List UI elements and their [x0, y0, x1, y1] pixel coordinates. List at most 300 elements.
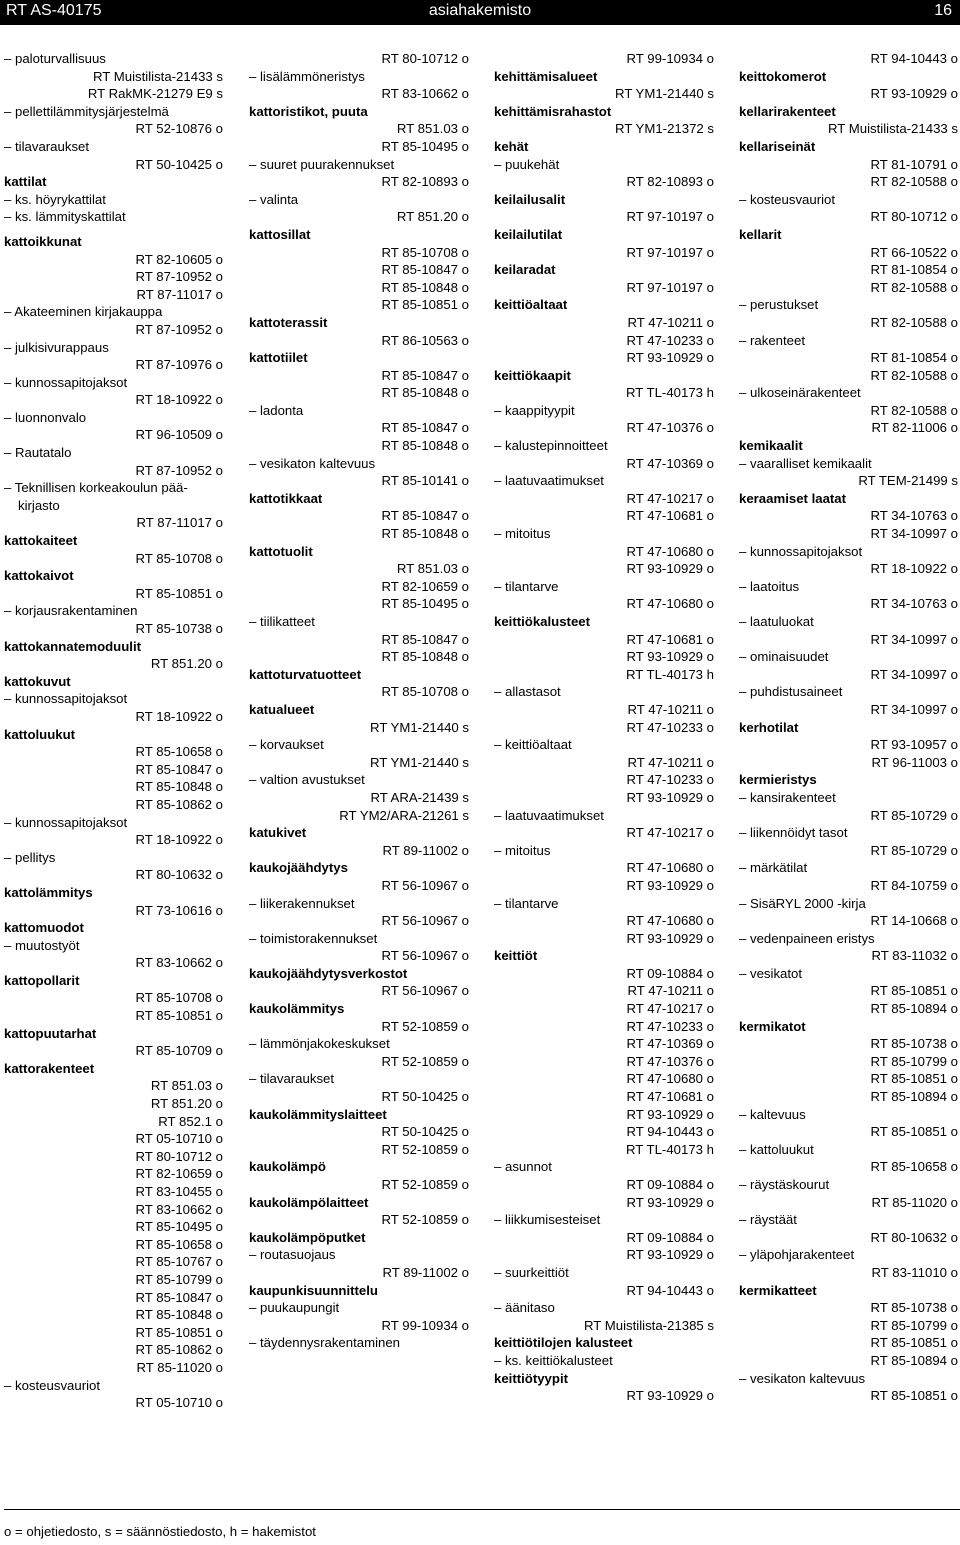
file-reference: RT 93-10929 o [870, 86, 958, 102]
index-subentry: – räystäät [739, 1212, 797, 1228]
file-reference: RT Muistilista-21385 s [584, 1317, 714, 1333]
index-heading: keittiöt [494, 948, 538, 964]
index-heading: keittiötyypit [494, 1370, 569, 1386]
index-heading: kattopollarit [4, 972, 80, 988]
index-subentry: – korjausrakentaminen [4, 603, 138, 619]
index-subentry: – räystäskourut [739, 1177, 830, 1192]
file-reference: RT 851.03 o [150, 1078, 223, 1094]
index-heading: kellariseinät [739, 138, 816, 154]
index-heading: kehittämisalueet [494, 68, 598, 84]
file-reference: RT 83-10662 o [135, 955, 223, 971]
index-subentry: – kalustepinnoitteet [494, 438, 608, 454]
file-reference: RT TL-40173 h [626, 385, 714, 401]
index-subentry: – tilantarve [494, 578, 559, 594]
file-reference: RT 50-10425 o [135, 156, 223, 172]
index-heading: kattotuolit [249, 543, 313, 559]
file-reference: RT 93-10929 o [626, 1194, 714, 1210]
file-reference: RT 56-10967 o [381, 877, 469, 893]
index-heading: kattoterassit [249, 314, 328, 330]
file-reference: RT 83-10662 o [381, 86, 469, 102]
index-subentry: – kosteusvauriot [4, 1377, 101, 1393]
index-subentry: – vesikatot [739, 965, 803, 981]
index-subentry: – ominaisuudet [739, 649, 829, 665]
file-reference: RT 50-10425 o [381, 1124, 469, 1140]
index-column-1 [4, 50, 223, 1412]
index-subentry: – kaappityypit [494, 402, 575, 418]
index-subentry: – asunnot [494, 1159, 552, 1175]
file-reference: RT 82-10893 o [381, 174, 469, 190]
index-heading: kaukolämpö [249, 1159, 326, 1175]
file-reference: RT 85-10851 o [870, 1335, 958, 1351]
file-reference: RT 85-10851 o [870, 1124, 958, 1140]
file-reference: RT 09-10884 o [626, 1177, 714, 1192]
legend-footnote: o = ohjetiedosto, s = säännöstiedosto, h = hakemistot [4, 1524, 316, 1539]
file-reference: RT 84-10759 o [870, 877, 958, 893]
file-reference: RT 82-10588 o [870, 402, 958, 418]
file-reference: RT 50-10425 o [381, 1089, 469, 1105]
file-reference: RT 83-10662 o [135, 1201, 223, 1217]
file-reference: RT 85-10847 o [135, 1289, 223, 1305]
index-subentry: – luonnonvalo [4, 409, 87, 425]
index-heading: kaukolämpölaitteet [249, 1194, 369, 1210]
file-reference: RT 87-10952 o [135, 321, 223, 337]
file-reference: RT 34-10997 o [870, 701, 958, 717]
index-subentry: – laatoitus [739, 578, 800, 594]
index-heading: keittiötilojen kalusteet [494, 1335, 633, 1351]
file-reference: RT 93-10929 o [626, 1106, 714, 1122]
index-heading: kattopuutarhat [4, 1025, 97, 1041]
index-heading: kattoluukut [4, 726, 76, 742]
page-number: 16 [934, 2, 952, 19]
file-reference: RT 09-10884 o [626, 1229, 714, 1245]
index-subentry: – laatuvaatimukset [494, 473, 604, 489]
index-subentry: – perustukset [739, 297, 819, 313]
file-reference: RT 85-10862 o [135, 1342, 223, 1358]
file-reference: RT 85-10767 o [135, 1254, 223, 1270]
file-reference: RT 47-10217 o [626, 1001, 714, 1017]
index-subentry: – Rautatalo [4, 445, 72, 461]
index-subentry: – kosteusvauriot [739, 191, 836, 207]
file-reference: RT 09-10884 o [626, 965, 714, 981]
index-subentry: – kunnossapitojaksot [4, 691, 128, 707]
page-header [0, 0, 960, 25]
index-subentry: – muutostyöt [4, 937, 80, 953]
file-reference: RT 82-10588 o [870, 279, 958, 295]
file-reference: RT 85-10848 o [135, 1307, 223, 1323]
index-subentry: – liikennöidyt tasot [739, 825, 848, 841]
file-reference: RT 85-10495 o [135, 1219, 223, 1235]
index-subentry: – puhdistusaineet [739, 684, 843, 700]
index-subentry: – kansirakenteet [739, 789, 836, 805]
file-reference: RT 47-10217 o [626, 490, 714, 506]
index-heading: kattokaivot [4, 568, 74, 584]
file-reference: RT 52-10859 o [381, 1177, 469, 1192]
file-reference: RT 85-10709 o [135, 1043, 223, 1059]
file-reference: RT 85-10738 o [870, 1300, 958, 1316]
index-subentry: – pellitys [4, 849, 56, 865]
file-reference: RT 47-10681 o [626, 631, 714, 647]
file-reference: RT 34-10997 o [870, 526, 958, 542]
index-heading: kermikatot [739, 1018, 806, 1034]
file-reference: RT 85-10851 o [135, 1008, 223, 1024]
file-reference: RT 34-10763 o [870, 596, 958, 612]
file-reference: RT 93-10957 o [870, 737, 958, 753]
file-reference: RT 47-10681 o [626, 1089, 714, 1105]
file-reference: RT 85-11020 o [136, 1359, 223, 1375]
file-reference: RT 85-10658 o [135, 744, 223, 760]
index-heading: keilailutilat [494, 226, 563, 242]
file-reference: RT 852.1 o [158, 1113, 223, 1129]
file-reference: RT TL-40173 h [626, 1141, 714, 1157]
file-reference: RT 05-10710 o [135, 1395, 223, 1411]
file-reference: RT 18-10922 o [135, 708, 223, 724]
file-reference: RT 34-10997 o [870, 666, 958, 682]
file-reference: RT 56-10967 o [381, 913, 469, 929]
index-heading: kattoikkunat [4, 233, 82, 249]
index-subentry: – äänitaso [494, 1300, 555, 1316]
index-subentry: – puukaupungit [249, 1300, 340, 1316]
file-reference: RT 66-10522 o [870, 244, 958, 260]
file-reference: RT 85-10848 o [381, 438, 469, 454]
file-reference: RT 89-11002 o [382, 842, 469, 858]
file-reference: RT TEM-21499 s [858, 473, 958, 489]
file-reference: RT 82-10605 o [135, 251, 223, 267]
file-reference: RT 47-10211 o [627, 983, 714, 999]
file-reference: RT 85-10799 o [870, 1317, 958, 1333]
index-heading: kaukolämmitys [249, 1001, 345, 1017]
file-reference: RT YM1-21440 s [370, 719, 469, 735]
index-heading: kattoristikot, puuta [249, 103, 368, 119]
index-heading: keittokomerot [739, 68, 827, 84]
file-reference: RT 85-10851 o [870, 983, 958, 999]
file-reference: RT 85-10738 o [135, 621, 223, 636]
file-reference: RT 47-10211 o [627, 314, 714, 330]
index-heading: kaupunkisuunnittelu [249, 1282, 378, 1298]
file-reference: RT 47-10211 o [627, 754, 714, 770]
file-reference: RT YM1-21372 s [615, 121, 714, 137]
file-reference: RT 82-10588 o [870, 174, 958, 190]
file-reference: RT 97-10197 o [626, 244, 714, 260]
index-heading: kattoturvatuotteet [249, 666, 362, 682]
file-reference: RT 85-10894 o [870, 1352, 958, 1368]
file-reference: RT 85-10495 o [381, 138, 469, 154]
file-reference: RT 52-10859 o [381, 1018, 469, 1034]
index-subentry: – märkätilat [739, 860, 808, 876]
file-reference: RT 85-10729 o [870, 842, 958, 858]
file-reference: RT 47-10369 o [626, 1036, 714, 1052]
index-subentry: – ks. höyrykattilat [4, 191, 106, 207]
file-reference: RT 87-11017 o [136, 515, 223, 531]
file-reference: RT Muistilista-21433 s [93, 68, 223, 84]
index-heading: kellarit [739, 226, 782, 242]
index-subentry: – kaltevuus [739, 1106, 806, 1122]
index-heading: kermikatteet [739, 1282, 817, 1298]
file-reference: RT 85-10848 o [381, 385, 469, 401]
index-subentry: – routasuojaus [249, 1247, 336, 1263]
file-reference: RT 83-10455 o [135, 1184, 223, 1199]
index-heading: kattokaiteet [4, 533, 78, 549]
index-subentry: – ks. lämmityskattilat [4, 209, 126, 225]
file-reference: RT 05-10710 o [135, 1131, 223, 1147]
index-subentry: – tilantarve [494, 895, 559, 911]
index-heading: kattotikkaat [249, 490, 323, 506]
index-heading: kehittämisrahastot [494, 103, 612, 119]
section-title: asiahakemisto [428, 2, 532, 19]
index-subentry: – Akateeminen kirjakauppa [4, 304, 163, 320]
file-reference: RT 85-10141 o [381, 473, 469, 489]
file-reference: RT 47-10376 o [626, 1053, 714, 1069]
index-subentry: – keittiöaltaat [494, 737, 572, 753]
file-reference: RT 85-10799 o [135, 1271, 223, 1287]
file-reference: RT 851.20 o [150, 1096, 223, 1112]
index-subentry: – paloturvallisuus [4, 51, 106, 66]
file-reference: RT 851.03 o [396, 121, 469, 137]
index-subentry: – valtion avustukset [249, 772, 365, 788]
index-heading: keittiökaapit [494, 367, 571, 383]
footer-divider [4, 1509, 960, 1510]
file-reference: RT 93-10929 o [626, 350, 714, 366]
index-subentry: – vesikaton kaltevuus [739, 1370, 866, 1386]
file-reference: RT 47-10233 o [626, 719, 714, 735]
file-reference: RT 85-10847 o [381, 631, 469, 647]
file-reference: RT 47-10233 o [626, 1018, 714, 1034]
index-column-2 [249, 50, 469, 1352]
file-reference: RT 87-10952 o [135, 462, 223, 478]
index-heading: kattosillat [249, 226, 311, 242]
file-reference: RT 85-10495 o [381, 596, 469, 612]
file-reference: RT 96-11003 o [871, 754, 958, 770]
file-reference: RT 85-10658 o [870, 1159, 958, 1175]
file-reference: RT 18-10922 o [135, 392, 223, 408]
file-reference: RT 85-11020 o [871, 1194, 958, 1210]
file-reference: RT 85-10894 o [870, 1089, 958, 1105]
file-reference: RT 86-10563 o [381, 332, 469, 348]
file-reference: RT 97-10197 o [626, 279, 714, 295]
file-reference: RT 85-10851 o [135, 1324, 223, 1340]
file-reference: RT 82-10659 o [135, 1166, 223, 1182]
file-reference: RT 89-11002 o [382, 1264, 469, 1280]
index-subentry: – kunnossapitojaksot [739, 543, 863, 559]
file-reference: RT 97-10197 o [626, 209, 714, 225]
index-heading: katualueet [249, 701, 315, 717]
index-heading: kerhotilat [739, 719, 799, 735]
index-heading: kattomuodot [4, 920, 84, 936]
index-heading: keraamiset laatat [739, 490, 847, 506]
file-reference: RT RakMK-21279 E9 s [87, 86, 223, 102]
file-reference: RT 82-10588 o [870, 314, 958, 330]
file-reference: RT 80-10712 o [135, 1148, 223, 1164]
file-reference: RT 82-11006 o [871, 420, 958, 436]
file-reference: RT 82-10893 o [626, 174, 714, 190]
file-reference: RT 851.20 o [396, 209, 469, 225]
file-reference: RT 85-10708 o [381, 244, 469, 260]
file-reference: RT 80-10632 o [870, 1229, 958, 1245]
file-reference: RT 93-10929 o [626, 649, 714, 665]
index-heading: katukivet [249, 825, 307, 841]
index-subentry: – liikkumisesteiset [494, 1212, 601, 1228]
file-reference: RT 47-10680 o [626, 913, 714, 929]
index-subentry: – lämmönjakokeskukset [249, 1036, 390, 1052]
index-heading: keilaradat [494, 262, 556, 278]
index-subentry: – tiilikatteet [249, 614, 315, 629]
index-subentry: – vaaralliset kemikaalit [739, 455, 872, 471]
index-subentry: – korvaukset [249, 737, 324, 753]
file-reference: RT 85-10848 o [135, 779, 223, 795]
index-subentry: – kunnossapitojaksot [4, 814, 128, 830]
spacer [4, 226, 223, 233]
file-reference: RT 85-10847 o [381, 367, 469, 383]
file-reference: RT 93-10929 o [626, 1388, 714, 1404]
file-reference: RT 85-10847 o [381, 508, 469, 524]
index-heading: kattotiilet [249, 350, 308, 366]
file-reference: RT 85-10851 o [870, 1388, 958, 1404]
file-reference: RT 81-10791 o [870, 156, 958, 172]
file-reference: RT 85-10799 o [870, 1053, 958, 1069]
index-heading: kattokuvut [4, 673, 71, 689]
index-subentry: – puukehät [494, 156, 560, 172]
index-column-3 [494, 50, 714, 1405]
index-subentry: – liikerakennukset [249, 895, 355, 911]
file-reference: RT 47-10680 o [626, 860, 714, 876]
index-heading: kehät [494, 138, 529, 154]
file-reference: RT 85-10894 o [870, 1001, 958, 1017]
file-reference: RT 94-10443 o [626, 1124, 714, 1140]
file-reference: RT 99-10934 o [381, 1317, 469, 1333]
file-reference: RT 73-10616 o [135, 902, 223, 918]
file-reference: RT 851.03 o [396, 561, 469, 577]
file-reference: RT 85-10708 o [135, 990, 223, 1006]
file-reference: RT 85-10848 o [381, 649, 469, 665]
file-reference: RT 85-10848 o [381, 526, 469, 542]
file-reference: RT 18-10922 o [135, 832, 223, 848]
file-reference: RT 85-10708 o [135, 550, 223, 566]
index-heading: keilailusalit [494, 191, 566, 207]
file-reference: RT 93-10929 o [626, 877, 714, 893]
index-subentry: – kunnossapitojaksot [4, 374, 128, 390]
file-reference: RT 93-10929 o [626, 1247, 714, 1263]
file-reference: RT Muistilista-21433 s [828, 121, 958, 137]
file-reference: RT 83-11032 o [871, 948, 958, 964]
index-heading: kattilat [4, 174, 47, 190]
file-reference: RT 80-10712 o [381, 51, 469, 66]
file-reference: RT 82-10588 o [870, 367, 958, 383]
file-reference: RT YM1-21440 s [615, 86, 714, 102]
index-subentry: – allastasot [494, 684, 561, 700]
file-reference: RT 96-10509 o [135, 427, 223, 443]
index-subentry: – vedenpaineen eristys [739, 930, 875, 946]
file-reference: RT 81-10854 o [870, 350, 958, 366]
file-reference: RT 94-10443 o [626, 1282, 714, 1298]
index-subentry: – julkisivurappaus [4, 339, 109, 355]
index-subentry-continuation: kirjasto [18, 497, 60, 513]
file-reference: RT 47-10376 o [626, 420, 714, 436]
file-reference: RT 52-10876 o [135, 121, 223, 137]
file-reference: RT 87-10952 o [135, 269, 223, 285]
file-reference: RT 94-10443 o [870, 51, 958, 66]
file-reference: RT 47-10680 o [626, 596, 714, 612]
file-reference: RT 47-10233 o [626, 772, 714, 788]
file-reference: RT ARA-21439 s [370, 789, 469, 805]
index-subentry: – laatuvaatimukset [494, 807, 604, 823]
file-reference: RT 34-10997 o [870, 631, 958, 647]
index-subentry: – toimistorakennukset [249, 930, 378, 946]
file-reference: RT 85-10658 o [135, 1236, 223, 1252]
index-subentry: – Teknillisen korkeakoulun pää- [4, 480, 188, 496]
index-subentry: – ulkoseinärakenteet [739, 385, 861, 401]
file-reference: RT 56-10967 o [381, 948, 469, 964]
file-reference: RT 81-10854 o [870, 262, 958, 278]
index-heading: kemikaalit [739, 438, 803, 454]
file-reference: RT 87-10976 o [135, 357, 223, 373]
file-reference: RT 93-10929 o [626, 930, 714, 946]
file-reference: RT 85-10862 o [135, 796, 223, 812]
file-reference: RT 52-10859 o [381, 1212, 469, 1228]
index-subentry: – tilavaraukset [249, 1071, 335, 1087]
index-subentry: – suurkeittiöt [494, 1264, 569, 1280]
file-reference: RT 47-10680 o [626, 1071, 714, 1087]
file-reference: RT 14-10668 o [870, 913, 958, 929]
index-heading: kermieristys [739, 772, 817, 788]
index-subentry: – valinta [249, 191, 299, 207]
file-reference: RT 99-10934 o [626, 51, 714, 66]
file-reference: RT 56-10967 o [381, 983, 469, 999]
index-heading: kellarirakenteet [739, 103, 836, 119]
index-subentry: – yläpohjarakenteet [739, 1247, 855, 1263]
file-reference: RT 47-10211 o [627, 701, 714, 717]
file-reference: RT 83-11010 o [871, 1264, 958, 1280]
document-code: RT AS-40175 [6, 2, 102, 19]
file-reference: RT 85-10729 o [870, 807, 958, 823]
index-subentry: – lisälämmöneristys [249, 68, 365, 84]
index-heading: kaukojäähdytys [249, 860, 348, 876]
index-subentry: – rakenteet [739, 332, 805, 348]
file-reference: RT 47-10217 o [626, 825, 714, 841]
index-heading: kaukolämpöputket [249, 1229, 366, 1245]
index-subentry: – mitoitus [494, 842, 551, 858]
file-reference: RT TL-40173 h [626, 666, 714, 682]
index-heading: kaukojäähdytysverkostot [249, 965, 408, 981]
file-reference: RT 85-10851 o [870, 1071, 958, 1087]
file-reference: RT 85-10847 o [135, 761, 223, 777]
file-reference: RT 52-10859 o [381, 1141, 469, 1157]
file-reference: RT YM1-21440 s [370, 754, 469, 770]
file-reference: RT 47-10681 o [626, 508, 714, 524]
file-reference: RT 85-10851 o [135, 585, 223, 601]
index-subentry: – pellettilämmitysjärjestelmä [4, 103, 169, 119]
file-reference: RT YM2/ARA-21261 s [339, 807, 469, 823]
file-reference: RT 80-10632 o [135, 867, 223, 883]
file-reference: RT 47-10369 o [626, 455, 714, 471]
file-reference: RT 85-10851 o [381, 297, 469, 313]
file-reference: RT 18-10922 o [870, 561, 958, 577]
file-reference: RT 82-10659 o [381, 578, 469, 594]
index-heading: keittiöaltaat [494, 297, 568, 313]
file-reference: RT 34-10763 o [870, 508, 958, 524]
index-heading: keittiökalusteet [494, 614, 591, 629]
index-column-4 [739, 50, 958, 1405]
index-heading: kattorakenteet [4, 1060, 95, 1076]
file-reference: RT 85-10847 o [381, 420, 469, 436]
index-subentry: – vesikaton kaltevuus [249, 455, 376, 471]
index-heading: kattolämmitys [4, 884, 93, 900]
file-reference: RT 80-10712 o [870, 209, 958, 225]
file-reference: RT 85-10708 o [381, 684, 469, 700]
file-reference: RT 52-10859 o [381, 1053, 469, 1069]
index-subentry: – ladonta [249, 402, 304, 418]
file-reference: RT 93-10929 o [626, 561, 714, 577]
file-reference: RT 47-10233 o [626, 332, 714, 348]
file-reference: RT 85-10847 o [381, 262, 469, 278]
